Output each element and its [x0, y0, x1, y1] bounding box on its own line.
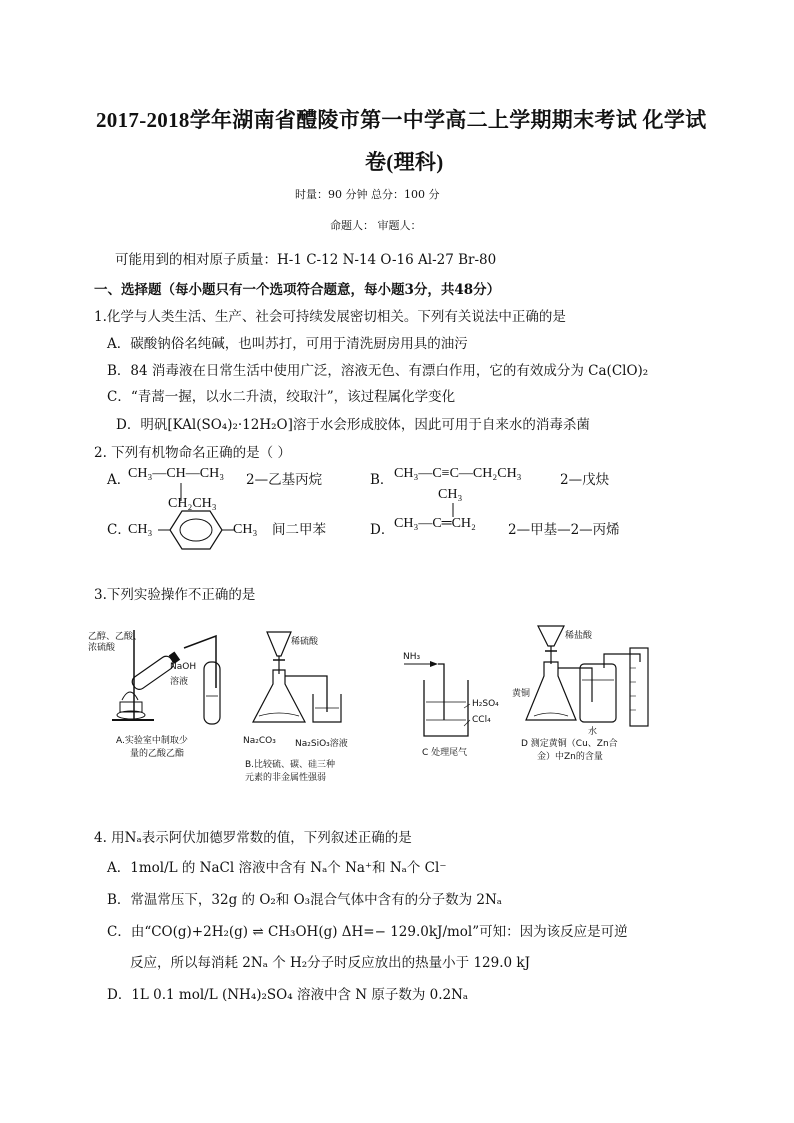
- question-2-option-d-label: D．: [370, 522, 395, 538]
- question-1-stem: 1.化学与人类生活、生产、社会可持续发展密切相关。下列有关说法中正确的是: [94, 309, 566, 325]
- apparatus-d-caption-1: D 测定黄铜（Cu、Zn合: [521, 739, 618, 749]
- apparatus-c-gas: NH₃: [403, 652, 421, 662]
- apparatus-b-right-label: Na₂SiO₃溶液: [295, 739, 348, 749]
- question-2-option-c-right-methyl: CH₃: [233, 522, 258, 537]
- apparatus-b-caption-2: 元素的非金属性强弱: [245, 773, 327, 783]
- question-2-option-a-formula: CH₃—CH—CH₃: [128, 466, 225, 481]
- apparatus-b-acid: 稀硫酸: [291, 637, 319, 647]
- apparatus-b-caption-1: B.比较硫、碳、硅三种: [245, 760, 336, 770]
- question-2-option-b-label: B．: [370, 472, 394, 488]
- question-1-option-a: A．碳酸钠俗名纯碱，也叫苏打，可用于清洗厨房用具的油污: [107, 336, 468, 352]
- apparatus-a-caption-2: 量的乙酸乙酯: [130, 749, 185, 759]
- apparatus-a-naoh: NaOH: [170, 662, 197, 672]
- question-2-option-c-name: 间二甲苯: [272, 522, 326, 538]
- apparatus-d-water: 水: [588, 727, 598, 737]
- question-1-option-c: C．“青蒿一握，以水二升渍，绞取汁”，该过程属化学变化: [107, 389, 456, 405]
- page-title-line1: 2017-2018学年湖南省醴陵市第一中学高二上学期期末考试 化学试: [96, 108, 707, 132]
- benzene-ring-icon: [158, 508, 238, 554]
- question-2-option-d-formula: CH₃—C═CH₂: [394, 516, 476, 531]
- apparatus-c-layer-2: CCl₄: [472, 715, 491, 725]
- apparatus-c-layer-1: H₂SO₄: [472, 699, 499, 709]
- question-2-option-b-name: 2—戊炔: [560, 472, 610, 488]
- question-1-option-d: D．明矾[KAl(SO₄)₂·12H₂O]溶于水会形成胶体，因此可用于自来水的消毒杀菌: [116, 417, 590, 433]
- question-2-option-a-name: 2—乙基丙烷: [246, 472, 323, 488]
- apparatus-a-solution: 溶液: [170, 677, 189, 687]
- question-2-stem: 2. 下列有机物命名正确的是（ ）: [94, 445, 291, 461]
- question-4-option-c-line1: C．由“CO(g)+2H₂(g) ⇌ CH₃OH(g) ΔH=− 129.0kJ/mol”可知：因为该反应是可逆: [107, 924, 628, 940]
- question-1-option-b: B．84 消毒液在日常生活中使用广泛，溶液无色、有漂白作用，它的有效成分为 Ca(ClO)₂: [107, 363, 649, 379]
- question-4-option-a: A．1mol/L 的 NaCl 溶液中含有 Nₐ个 Na⁺和 Nₐ个 Cl⁻: [107, 860, 447, 876]
- question-2-option-c-label: C．: [107, 522, 131, 538]
- exam-authors: 命题人： 审题人：: [330, 219, 422, 232]
- question-2-option-a-label: A．: [107, 472, 131, 488]
- apparatus-b-left-label: Na₂CO₃: [243, 736, 276, 746]
- question-3-stem: 3.下列实验操作不正确的是: [94, 587, 256, 603]
- question-2-option-b-formula: CH₃—C≡C—CH₂CH₃: [394, 466, 522, 481]
- atomic-masses: 可能用到的相对原子质量：H-1 C-12 N-14 O-16 Al-27 Br-80: [115, 252, 497, 268]
- question-4-option-c-line2: 反应，所以每消耗 2Nₐ 个 H₂分子时反应放出的热量小于 129.0 kJ: [130, 955, 530, 971]
- question-2-option-d-branch: CH₃: [438, 487, 463, 502]
- section-heading: 一、选择题（每小题只有一个选项符合题意，每小题3分，共48分）: [94, 282, 501, 298]
- question-2-option-c-left-methyl: CH₃: [128, 522, 153, 537]
- question-4-option-d: D．1L 0.1 mol/L (NH₄)₂SO₄ 溶液中含 N 原子数为 0.2Nₐ: [107, 987, 469, 1003]
- page-title-line2: 卷(理科): [365, 150, 444, 174]
- apparatus-d-brass-zinc: [518, 618, 668, 738]
- apparatus-d-acid: 稀盐酸: [565, 631, 593, 641]
- exam-time-total: 时量：90 分钟 总分：100 分: [295, 188, 440, 201]
- apparatus-a-reagents: 乙醇、乙酸、浓硫酸: [88, 632, 143, 653]
- question-4-option-b: B．常温常压下，32g 的 O₂和 O₃混合气体中含有的分子数为 2Nₐ: [107, 892, 502, 908]
- apparatus-c-caption: C 处理尾气: [422, 748, 468, 758]
- apparatus-d-solid: 黄铜: [512, 689, 531, 699]
- apparatus-d-caption-2: 金）中Zn的含量: [537, 752, 603, 762]
- question-4-stem: 4. 用Nₐ表示阿伏加德罗常数的值，下列叙述正确的是: [94, 830, 412, 846]
- question-2-option-a-branch: CH₂CH₃: [168, 496, 217, 511]
- apparatus-a-caption-1: A.实验室中制取少: [116, 736, 188, 746]
- question-2-option-d-name: 2—甲基—2—丙烯: [508, 522, 620, 538]
